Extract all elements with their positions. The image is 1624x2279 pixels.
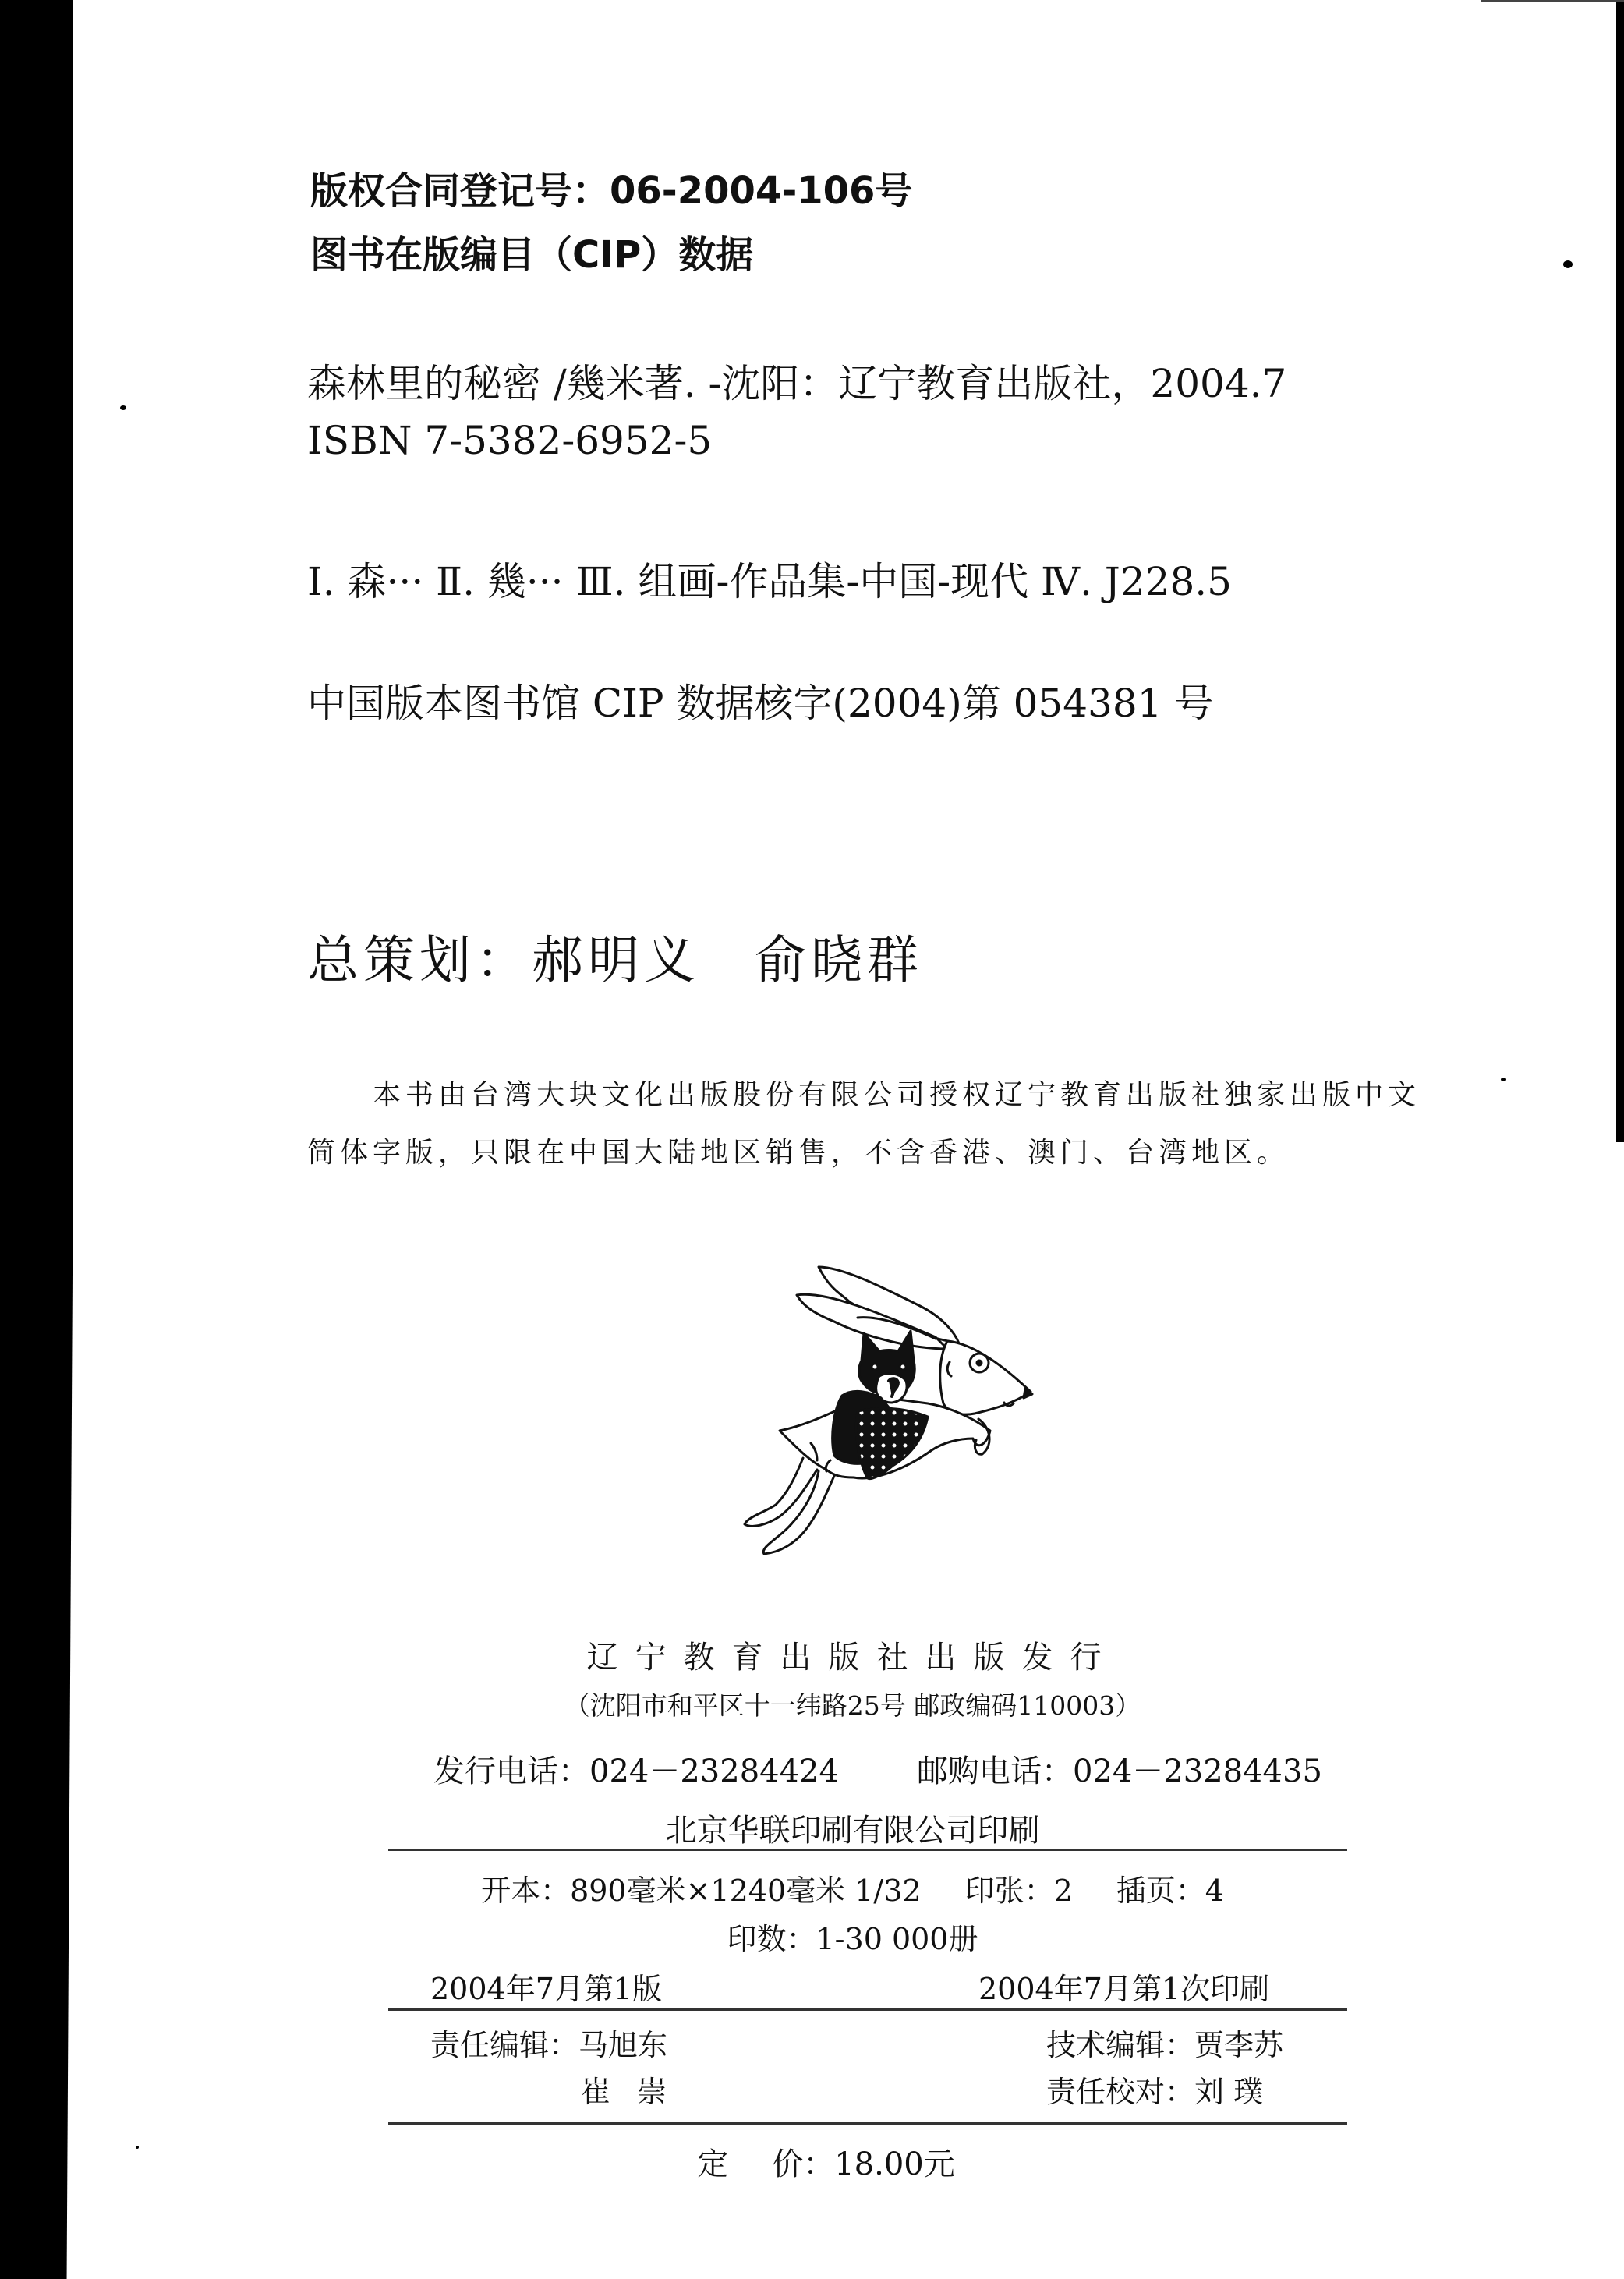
divider: [388, 2008, 1347, 2011]
distribution-phone: 发行电话：024－23284424: [433, 1753, 839, 1789]
cip-heading: 图书在版编目（CIP）数据: [310, 233, 754, 277]
cip-number: 中国版本图书馆 CIP 数据核字(2004)第 054381 号: [307, 681, 1214, 726]
price-value: 价：18.00元: [772, 2146, 955, 2182]
edition: 2004年7月第1版: [430, 1972, 663, 2006]
phone-numbers: [433, 1746, 1322, 1791]
isbn: ISBN 7-5382-6952-5: [307, 418, 713, 463]
technical-editor: 技术编辑：贾李苏: [1046, 2028, 1284, 2062]
printed-sheets: 印张：2: [964, 1874, 1073, 1908]
classification: I. 森··· Ⅱ. 幾··· Ⅲ. 组画-作品集-中国-现代 Ⅳ. J228.5: [307, 559, 1232, 604]
format-spec: [0, 1867, 1624, 1909]
responsible-editor: 责任编辑：马旭东: [430, 2028, 668, 2062]
scan-speck: [1501, 1078, 1506, 1081]
copyright-registration: 版权合同登记号：06-2004-106号: [310, 169, 913, 213]
rabbit-cat-illustration-icon: [725, 1244, 1045, 1555]
general-planning: [307, 918, 923, 993]
printer-line: 北京华联印刷有限公司印刷: [665, 1813, 1040, 1849]
divider: [388, 1849, 1347, 1851]
planner-name: 俞晓群: [755, 930, 923, 990]
mail-order-phone: 邮购电话：024－23284435: [916, 1753, 1322, 1789]
publisher-address: （沈阳市和平区十一纬路25号 邮政编码110003）: [564, 1690, 1141, 1721]
price: [0, 2139, 1624, 2184]
proofreader: 责任校对：刘 璞: [1046, 2075, 1264, 2109]
cip-citation: 森林里的秘密 /幾米著. -沈阳：辽宁教育出版社，2004.7: [307, 361, 1287, 406]
scan-speck: [120, 405, 126, 410]
print-run: 印数：1-30 000册: [727, 1922, 978, 1956]
scan-border-right: [1616, 0, 1624, 1142]
scan-border-top: [1481, 0, 1624, 2]
planning-label: 总策划：: [307, 930, 532, 990]
inserts: 插页：4: [1116, 1874, 1224, 1908]
scan-speck: [1563, 260, 1573, 268]
divider: [388, 2122, 1347, 2125]
license-notice-line1: 本书由台湾大块文化出版股份有限公司授权辽宁教育出版社独家出版中文: [373, 1079, 1421, 1111]
price-label: 定: [697, 2146, 729, 2182]
planner-name: 郝明义: [532, 930, 700, 990]
publisher-line: 辽宁教育出版社出版发行: [586, 1640, 1119, 1676]
license-notice-line2: 简体字版，只限在中国大陆地区销售，不含香港、澳门、台湾地区。: [307, 1137, 1290, 1169]
book-format: 开本：890毫米×1240毫米 1/32: [481, 1874, 922, 1908]
printing: 2004年7月第1次印刷: [978, 1972, 1270, 2006]
responsible-editor-2: 崔崇: [581, 2075, 694, 2109]
